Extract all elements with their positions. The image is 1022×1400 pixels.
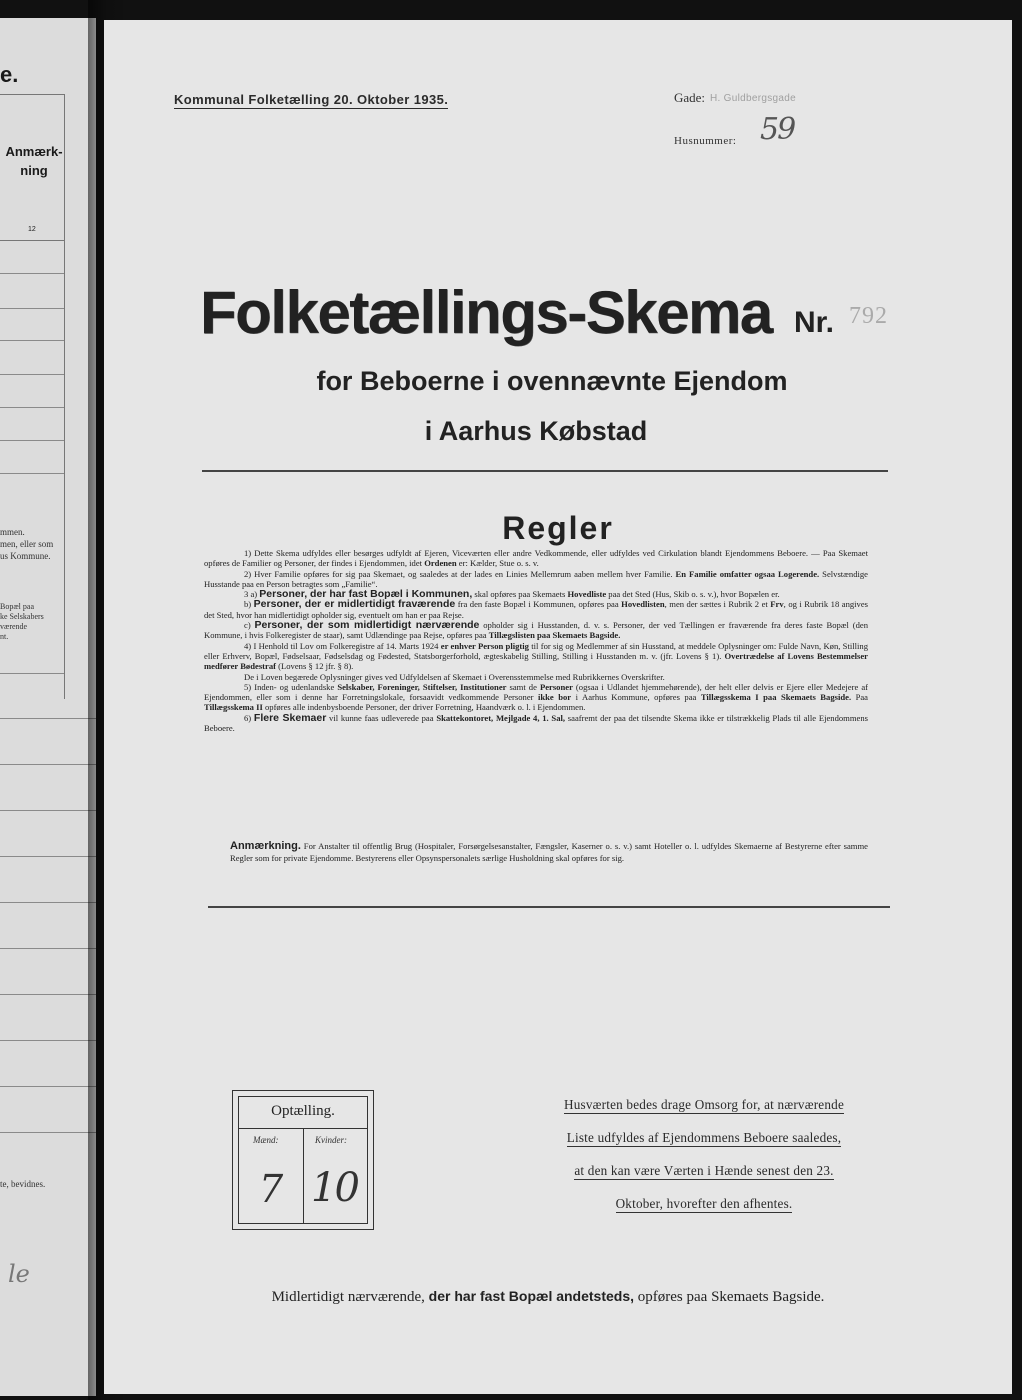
house-number-value: 59 [760, 112, 795, 147]
left-page-column-line [64, 239, 65, 699]
landlord-note-line: at den kan være Værten i Hænde senest den 23. [574, 1163, 834, 1178]
street-value: H. Guldbergsgade [710, 93, 796, 104]
left-page-row-rule [0, 473, 64, 474]
left-page-row-rule [0, 764, 96, 765]
left-page-row-rule [0, 994, 96, 995]
rule-6: 6) Flere Skemaer vil kunne faas udleverede paa Skattekontoret, Mejlgade 4, 1. Sal, saafremt der paa det tilsendte Skema ikke er tilstrækkelig Plads til alle Ejendommens Beboere. [204, 711, 868, 734]
left-page-row-rule [0, 1132, 96, 1133]
left-page-row-rule [0, 810, 96, 811]
census-header: Kommunal Folketælling 20. Oktober 1935. [174, 92, 449, 107]
form-subtitle: for Beboerne i ovennævnte Ejendom [316, 366, 788, 396]
left-page-row-rule [0, 340, 64, 341]
landlord-note-line: Liste udfyldes af Ejendommens Beboere saaledes, [566, 1130, 842, 1145]
left-page-row-rule [0, 948, 96, 949]
left-page-signature-mark: le [8, 1260, 30, 1288]
rule-5: 5) Inden- og udenlandske Selskaber, Foreninger, Stiftelser, Institutioner samt de Personer (ogsaa i Udlandet hjemmehørende), der helt eller delvis er Ejere eller Medejere af Ejendommen, eller som i denne har Forretningslokale, forsaavidt vedkommende Personer ikke bor i Aarhus Kommune, opføres paa Tillægsskema I paa Skemaets Bagside. Paa Tillægsskema II opføres alle indenbysboende Personer, der driver Forretning, Haandværk o. l. i Ejendommen. [204, 681, 868, 713]
left-page-row-rule [0, 718, 96, 719]
rule-3a: 3 a) Personer, der har fast Bopæl i Kommunen, skal opføres paa Skemaets Hovedliste paa det Sted (Hus, Skib o. s. v.), hvor Bopælen er. [244, 588, 780, 601]
count-box [232, 1090, 374, 1230]
left-page-title-fragment: e. [0, 62, 19, 87]
rule-3b: b) Personer, der er midlertidigt fraværende fra den faste Bopæl i Kommunen, opføres paa Hovedlisten, men der sættes i Rubrik 2 et Frv, og i Rubrik 18 angives det Sted, hvor han midlertidigt opholder sig, eventuelt om han er paa Rejse. [204, 598, 869, 620]
men-count: 7 [259, 1167, 284, 1211]
form-location: i Aarhus Købstad [424, 416, 648, 446]
rules-heading: Regler [502, 510, 614, 546]
left-page-text-fragment: te, bevidnes. [0, 1179, 46, 1189]
left-page-row-rule [0, 440, 64, 441]
remark-paragraph [230, 840, 868, 864]
landlord-note-line: Husværten bedes drage Omsorg for, at nærværende [563, 1097, 844, 1112]
rule-4-note: De i Loven begærede Oplysninger gives ved Udfyldelsen af Skemaet i Overensstemmelse med Rubrikkernes Overskrifter. [244, 671, 665, 682]
title-divider [202, 470, 888, 472]
count-title: Optælling. [271, 1103, 335, 1119]
house-number-label: Husnummer: [674, 135, 737, 147]
rule-2: 2) Hver Familie opføres for sig paa Skemaet, og saaledes at der lades en Linies Mellemrum aaben mellem hver Familie. En Familie omfatter ogsaa Logerende. Selvstændige Husstande paa en Person betragtes som „Familie“. [204, 568, 868, 589]
men-label: Mænd: [253, 1135, 279, 1145]
left-page-row-rule [0, 856, 96, 857]
women-label: Kvinder: [315, 1135, 347, 1145]
left-page-row-rule [0, 374, 64, 375]
landlord-note-line: Oktober, hvorefter den afhentes. [615, 1196, 793, 1211]
left-page-row-rule [0, 308, 64, 309]
rules-divider [208, 906, 890, 908]
left-page-row-rule [0, 902, 96, 903]
form-number-stamp: 792 [849, 303, 888, 329]
left-page-row-rule [0, 673, 64, 674]
left-page-column-header: Anmærk- ning [5, 144, 63, 178]
count-box-divider [303, 1128, 304, 1223]
rule-4: 4) I Henhold til Lov om Folkeregistre af 14. Marts 1924 er enhver Person pligtig til for sig og Medlemmer af sin Husstand, at meddele Oplysninger om: Fulde Navn, Køn, Stilling eller Erhverv, Bopæl, Fødselsaar, Fødselsdag og Fødested, Statsborgerforhold, ægteskabelig Stilling, Stilling i Husstanden m. v. (jfr. Lovens § 1). Overtrædelse af Lovens Bestemmelser medfører Bødestraf (Lovens § 12 jfr. § 8). [204, 640, 868, 672]
form-number-label: Nr. [794, 306, 835, 339]
left-page-column-number: 12 [28, 226, 36, 233]
left-page-row-rule [0, 407, 64, 408]
left-page-row-rule [0, 273, 64, 274]
census-form-page [104, 20, 1012, 1394]
rules-body [204, 548, 868, 733]
rule-3c: c) Personer, der som midlertidigt nærværende opholder sig i Husstanden, d. v. s. Personer, der ved Tællingen er fraværende fra deres faste Bopæl (den Kommune, i hvis Folkeregister de staar), samt Udlændinge paa Rejse, opføres paa Tillægslisten paa Skemaets Bagside. [204, 619, 869, 641]
left-page-text-fragment: Bopæl paa ke Selskabers værende nt. [0, 602, 44, 641]
left-page-text-fragment: mmen. men, eller som us Kommune. [0, 527, 54, 561]
remark-label: Anmærkning. [230, 840, 301, 852]
left-page-row-rule [0, 1086, 96, 1087]
women-count: 10 [311, 1165, 358, 1211]
footer-note: Midlertidigt nærværende, der har fast Bopæl andetsteds, opføres paa Skemaets Bagside. [271, 1288, 825, 1305]
remark-text: For Anstalter til offentlig Brug (Hospitaler, Forsørgelsesanstalter, Fængsler, Kaserner o. s. v.) samt Hoteller o. l. udfyldes Skemaerne af Bestyrerne efter samme Regler som for private Ejendomme. Bestyrerens eller Opsynspersonalets særlige Husholdning skal opføres for sig. [230, 841, 868, 863]
left-page-row-rule [0, 1040, 96, 1041]
previous-page-strip [0, 18, 96, 1396]
street-label: Gade: [674, 90, 706, 105]
form-title: Folketællings-Skema [200, 279, 772, 346]
rule-1: 1) Dette Skema udfyldes eller besørges udfyldt af Ejeren, Viceværten eller andre Vedkommende, eller udfyldes ved Cirkulation blandt Ejendommens Beboere. — Paa Skemaet opføres de Familier og Personer, der findes i Ejendommen, idet Ordenen er: Kælder, Stue o. s. v. [204, 548, 868, 569]
